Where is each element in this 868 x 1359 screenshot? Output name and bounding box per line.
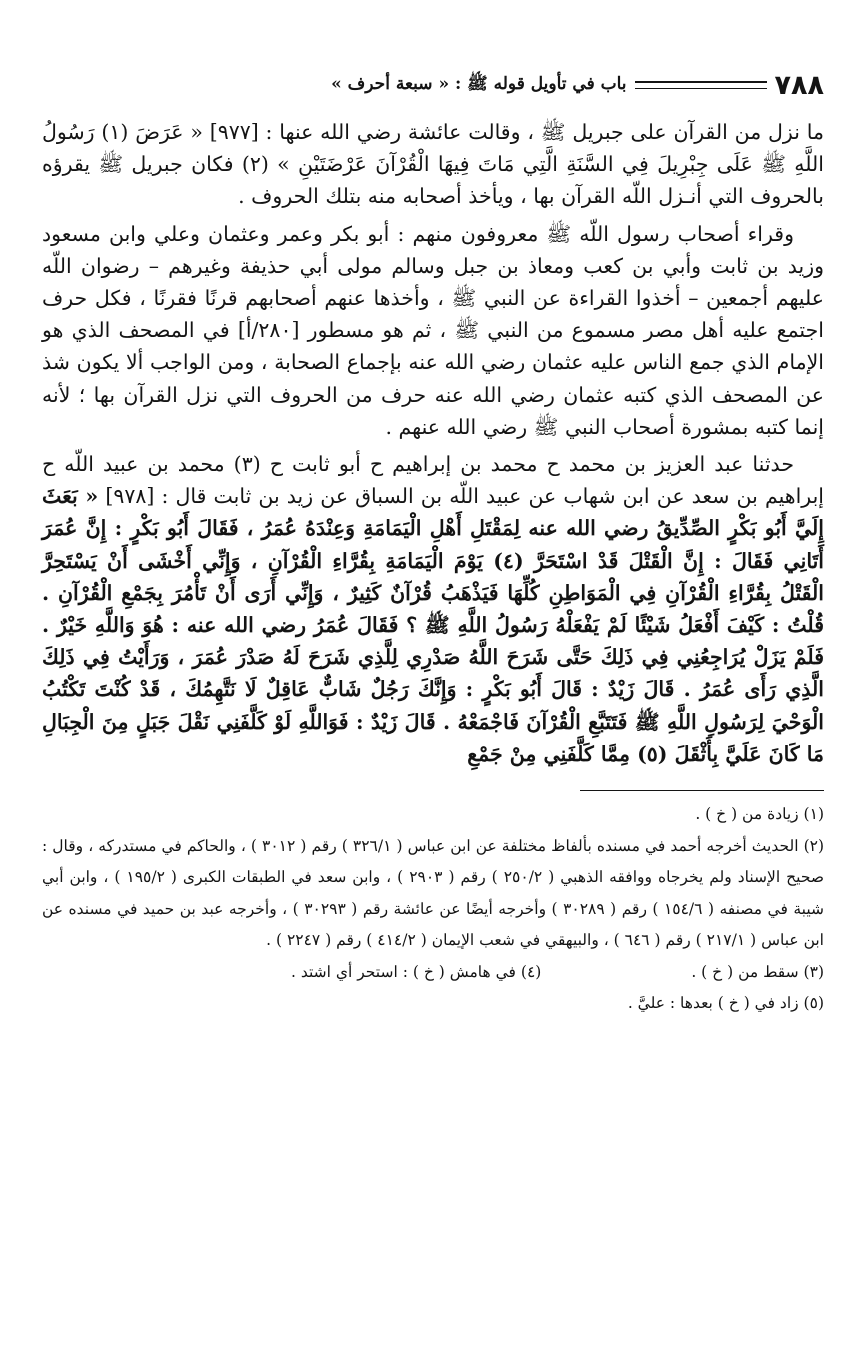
paragraph: [42, 448, 824, 770]
footnote-5: (٥) زاد في ( خ ) بعدها : عليَّ .: [627, 994, 824, 1013]
footnotes: [42, 799, 824, 1020]
hadith-text: « بَعَثَ إِلَيَّ أَبُو بَكْرٍ الصِّدِّيقُ رضي الله عنه لِمَقْتَلِ أَهْلِ الْيَمَامَةِ وَعِنْدَهُ عُمَرُ ، فَقَالَ أَبُو بَكْرٍ : إِنَّ عُمَرَ أَتَانِي فَقَالَ : إِنَّ الْقَتْلَ قَدْ اسْتَحَرَّ (٤) يَوْمَ الْيَمَامَةِ بِقُرَّاءِ الْقُرْآنِ ، وَإِنِّي أَخْشَى أَنْ يَسْتَحِرَّ الْقَتْلُ بِقُرَّاءِ الْقُرْآنِ فِي الْمَوَاطِنِ كُلِّهَا فَيَذْهَبُ قُرْآنٌ كَثِيرٌ ، وَإِنِّي أَرَى أَنْ تَأْمُرَ بِجَمْعِ الْقُرْآنِ . قُلْتُ : كَيْفَ أَفْعَلُ شَيْئًا لَمْ يَفْعَلْهُ رَسُولُ اللَّهِ ﷺ ؟ فَقَالَ عُمَرُ رضي الله عنه : هُوَ وَاللَّهِ خَيْرٌ . فَلَمْ يَزَلْ يُرَاجِعُنِي فِي ذَلِكَ حَتَّى شَرَحَ اللَّهُ صَدْرِي لِلَّذِي شَرَحَ لَهُ صَدْرَ عُمَرَ ، وَرَأَيْتُ فِي ذَلِكَ الَّذِي رَأَى عُمَرُ . قَالَ زَيْدٌ : قَالَ أَبُو بَكْرٍ : وَإِنَّكَ رَجُلٌ شَابٌّ عَاقِلٌ لَا نَتَّهِمُكَ ، قَدْ كُنْتَ تَكْتُبُ الْوَحْيَ لِرَسُولِ اللَّهِ ﷺ فَتَتَبَّعِ الْقُرْآنَ فَاجْمَعْهُ . قَالَ زَيْدٌ : فَوَاللَّهِ لَوْ كَلَّفَنِي نَقْلَ جَبَلٍ مِنَ الْجِبَالِ مَا كَانَ عَلَيَّ بِأَثْقَلَ (٥) مِمَّا كَلَّفَنِي مِنْ جَمْعِ: [42, 484, 824, 766]
book-page: [42, 62, 824, 1342]
page-header: [42, 62, 824, 108]
page-number: ٧٨٨: [774, 69, 824, 101]
footnote-2: (٢) الحديث أخرجه أحمد في مسنده بألفاظ مختلفة عن ابن عباس ( ٣٢٦/١ ) رقم ( ٣٠١٢ ) ، والحاكم في مستدركه ، وقال : صحيح الإسناد ولم يخرجاه ووافقه الذهبي ( ٢٥٠/٢ ) رقم ( ٢٩٠٣ ) ، وابن سعد في الطبقات الكبرى ( ١٩٥/٢ ) ، وابن أبي شيبة في مصنفه ( ١٥٤/٦ ) رقم ( ٣٠٢٨٩ ) وأخرجه أيضًا عن عائشة رقم ( ٣٠٢٩٣ ) ، وأخرجه عبد بن حميد في مسنده عن ابن عباس ( ٢١٧/١ ) رقم ( ٦٤٦ ) ، والبيهقي في شعب الإيمان ( ٤١٤/٢ ) رقم ( ٢٢٤٧ ) .: [42, 836, 825, 950]
footnote-4: (٤) في هامش ( خ ) : استحر أي اشتد .: [291, 962, 542, 981]
header-rule: [635, 81, 767, 89]
paragraph: وقراء أصحاب رسول اللّه ﷺ معروفون منهم : أبو بكر وعمر وعثمان وعلي وابن مسعود وزيد بن ثابت وأبي بن كعب ومعاذ بن جبل وسالم مولى أبي حذيفة وغيرهم – رضوان اللّه عليهم أجمعين – أخذوا القراءة عن النبي ﷺ ، وأخذها عنهم أصحابهم قرنًا فقرنًا ، فكل حرف اجتمع عليه أهل مصر مسموع من النبي ﷺ ، ثم هو مسطور [٢٨٠/أ] في المصحف الذي هو الإمام الذي جمع الناس عليه عثمان رضي الله عنه بإجماع الصحابة ، ومن الواجب ألا يكون شذ عن المصحف الذي كتبه عثمان رضي الله عنه حرف من الحروف التي نزل القرآن بها ؛ لأنه إنما كتبه بمشورة أصحاب النبي ﷺ رضي الله عنهم .: [42, 221, 824, 439]
paragraph: ما نزل من القرآن على جبريل ﷺ ، وقالت عائشة رضي الله عنها : [٩٧٧] « عَرَضَ (١) رَسُولُ اللَّهِ ﷺ عَلَى جِبْرِيلَ فِي السَّنَةِ الَّتِي مَاتَ فِيهَا الْقُرْآنَ عَرْضَتَيْنِ » (٢) فكان جبريل ﷺ يقرؤه بالحروف التي أنـزل اللّه القرآن بها ، ويأخذ أصحابه منه بتلك الحروف .: [42, 120, 824, 209]
footnote-1: (١) زيادة من ( خ ) .: [695, 805, 824, 824]
footnote-row: [42, 957, 824, 989]
isnad-text: حدثنا عبد العزيز بن محمد ح محمد بن إبراهيم ح أبو ثابت ح (٣) محمد بن عبيد اللّه ح إبراهيم بن سعد عن ابن شهاب عن عبيد اللّه بن السباق عن زيد بن ثابت قال : [٩٧٨]: [42, 452, 825, 509]
main-text: [42, 116, 824, 770]
footnote-3: (٣) سقط من ( خ ) .: [691, 962, 824, 981]
running-title: باب في تأويل قوله ﷺ : « سبعة أحرف »: [331, 73, 627, 94]
footnote-separator: [580, 790, 824, 791]
